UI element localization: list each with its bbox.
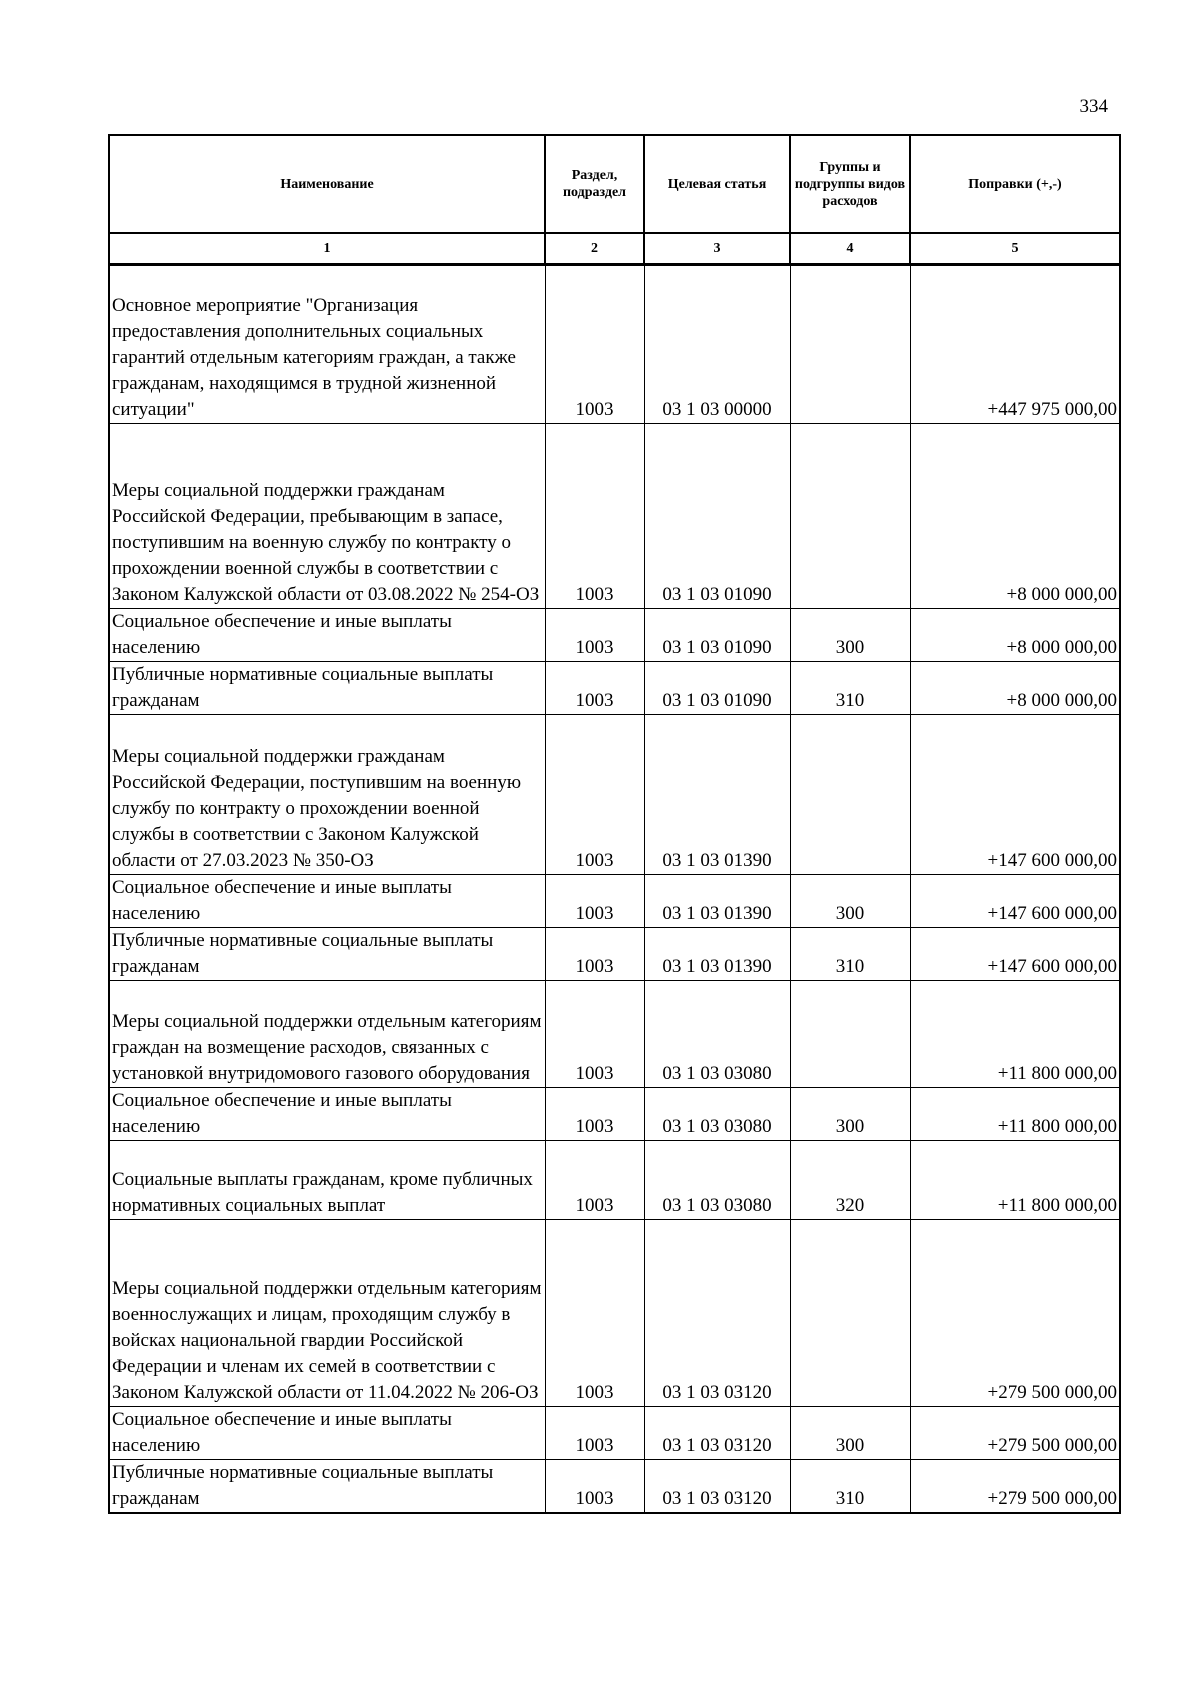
row-target: 03 1 03 03080 bbox=[644, 1087, 790, 1140]
header-amendment: Поправки (+,-) bbox=[910, 135, 1120, 233]
row-section: 1003 bbox=[545, 1140, 644, 1219]
row-group bbox=[790, 980, 910, 1087]
row-target: 03 1 03 01390 bbox=[644, 874, 790, 927]
row-amount: +8 000 000,00 bbox=[910, 661, 1120, 714]
table-row bbox=[109, 980, 1120, 1087]
row-amount: +279 500 000,00 bbox=[910, 1406, 1120, 1459]
table-row bbox=[109, 1140, 1120, 1219]
row-amount: +279 500 000,00 bbox=[910, 1459, 1120, 1513]
row-group: 300 bbox=[790, 608, 910, 661]
row-name: Публичные нормативные социальные выплаты гражданам bbox=[109, 661, 545, 714]
column-number-row bbox=[109, 233, 1120, 264]
row-group: 310 bbox=[790, 1459, 910, 1513]
row-name: Социальные выплаты гражданам, кроме публичных нормативных социальных выплат bbox=[109, 1140, 545, 1219]
row-group: 300 bbox=[790, 874, 910, 927]
row-name: Социальное обеспечение и иные выплаты населению bbox=[109, 874, 545, 927]
row-amount: +147 600 000,00 bbox=[910, 714, 1120, 874]
header-group: Группы и подгруппы видов расходов bbox=[790, 135, 910, 233]
budget-table bbox=[108, 134, 1121, 1514]
row-amount: +8 000 000,00 bbox=[910, 423, 1120, 608]
row-group: 300 bbox=[790, 1087, 910, 1140]
row-section: 1003 bbox=[545, 874, 644, 927]
row-target: 03 1 03 03120 bbox=[644, 1459, 790, 1513]
table-row bbox=[109, 423, 1120, 608]
row-amount: +147 600 000,00 bbox=[910, 874, 1120, 927]
row-name: Меры социальной поддержки гражданам Российской Федерации, пребывающим в запасе, поступившим на военную службу по контракту о прохождении военной службы в соответствии с Законом Калужской области от 03.08.2022 № 254-ОЗ bbox=[109, 423, 545, 608]
row-amount: +11 800 000,00 bbox=[910, 980, 1120, 1087]
row-name: Публичные нормативные социальные выплаты гражданам bbox=[109, 927, 545, 980]
row-amount: +11 800 000,00 bbox=[910, 1140, 1120, 1219]
row-name: Меры социальной поддержки гражданам Российской Федерации, поступившим на военную службу по контракту о прохождении военной службы в соответствии с Законом Калужской области от 27.03.2023 № 350-ОЗ bbox=[109, 714, 545, 874]
table-row bbox=[109, 927, 1120, 980]
row-group bbox=[790, 1219, 910, 1406]
row-name: Основное мероприятие "Организация предоставления дополнительных социальных гарантий отдельным категориям граждан, а также гражданам, находящимся в трудной жизненной ситуации" bbox=[109, 264, 545, 423]
row-section: 1003 bbox=[545, 714, 644, 874]
row-group bbox=[790, 264, 910, 423]
row-amount: +279 500 000,00 bbox=[910, 1219, 1120, 1406]
row-name: Публичные нормативные социальные выплаты гражданам bbox=[109, 1459, 545, 1513]
header-row bbox=[109, 135, 1120, 233]
row-name: Меры социальной поддержки отдельным категориям граждан на возмещение расходов, связанных с установкой внутридомового газового оборудования bbox=[109, 980, 545, 1087]
row-group: 320 bbox=[790, 1140, 910, 1219]
header-target: Целевая статья bbox=[644, 135, 790, 233]
row-amount: +147 600 000,00 bbox=[910, 927, 1120, 980]
table-row bbox=[109, 1087, 1120, 1140]
row-name: Социальное обеспечение и иные выплаты населению bbox=[109, 1406, 545, 1459]
row-target: 03 1 03 01390 bbox=[644, 714, 790, 874]
row-target: 03 1 03 03120 bbox=[644, 1406, 790, 1459]
row-amount: +447 975 000,00 bbox=[910, 264, 1120, 423]
row-target: 03 1 03 01090 bbox=[644, 608, 790, 661]
row-section: 1003 bbox=[545, 980, 644, 1087]
row-target: 03 1 03 00000 bbox=[644, 264, 790, 423]
row-group: 300 bbox=[790, 1406, 910, 1459]
row-target: 03 1 03 03120 bbox=[644, 1219, 790, 1406]
row-group bbox=[790, 423, 910, 608]
header-name: Наименование bbox=[109, 135, 545, 233]
row-group: 310 bbox=[790, 927, 910, 980]
row-target: 03 1 03 01090 bbox=[644, 661, 790, 714]
column-number: 4 bbox=[790, 233, 910, 264]
row-section: 1003 bbox=[545, 1087, 644, 1140]
column-number: 1 bbox=[109, 233, 545, 264]
column-number: 5 bbox=[910, 233, 1120, 264]
row-target: 03 1 03 03080 bbox=[644, 980, 790, 1087]
table-row bbox=[109, 874, 1120, 927]
row-section: 1003 bbox=[545, 927, 644, 980]
table-row bbox=[109, 661, 1120, 714]
row-amount: +8 000 000,00 bbox=[910, 608, 1120, 661]
row-name: Социальное обеспечение и иные выплаты населению bbox=[109, 608, 545, 661]
row-target: 03 1 03 01090 bbox=[644, 423, 790, 608]
row-section: 1003 bbox=[545, 264, 644, 423]
row-section: 1003 bbox=[545, 1219, 644, 1406]
row-section: 1003 bbox=[545, 423, 644, 608]
row-section: 1003 bbox=[545, 608, 644, 661]
row-section: 1003 bbox=[545, 1406, 644, 1459]
column-number: 2 bbox=[545, 233, 644, 264]
column-number: 3 bbox=[644, 233, 790, 264]
row-name: Меры социальной поддержки отдельным категориям военнослужащих и лицам, проходящим службу в войсках национальной гвардии Российской Федерации и членам их семей в соответствии с Законом Калужской области от 11.04.2022 № 206-ОЗ bbox=[109, 1219, 545, 1406]
page-number: 334 bbox=[1079, 96, 1108, 117]
row-name: Социальное обеспечение и иные выплаты населению bbox=[109, 1087, 545, 1140]
table-row bbox=[109, 1406, 1120, 1459]
table-row bbox=[109, 714, 1120, 874]
row-amount: +11 800 000,00 bbox=[910, 1087, 1120, 1140]
row-target: 03 1 03 03080 bbox=[644, 1140, 790, 1219]
row-section: 1003 bbox=[545, 1459, 644, 1513]
table-row bbox=[109, 1459, 1120, 1513]
table-row bbox=[109, 1219, 1120, 1406]
row-section: 1003 bbox=[545, 661, 644, 714]
table-row bbox=[109, 608, 1120, 661]
header-section: Раздел, подраздел bbox=[545, 135, 644, 233]
row-group: 310 bbox=[790, 661, 910, 714]
row-group bbox=[790, 714, 910, 874]
table-row bbox=[109, 264, 1120, 423]
row-target: 03 1 03 01390 bbox=[644, 927, 790, 980]
